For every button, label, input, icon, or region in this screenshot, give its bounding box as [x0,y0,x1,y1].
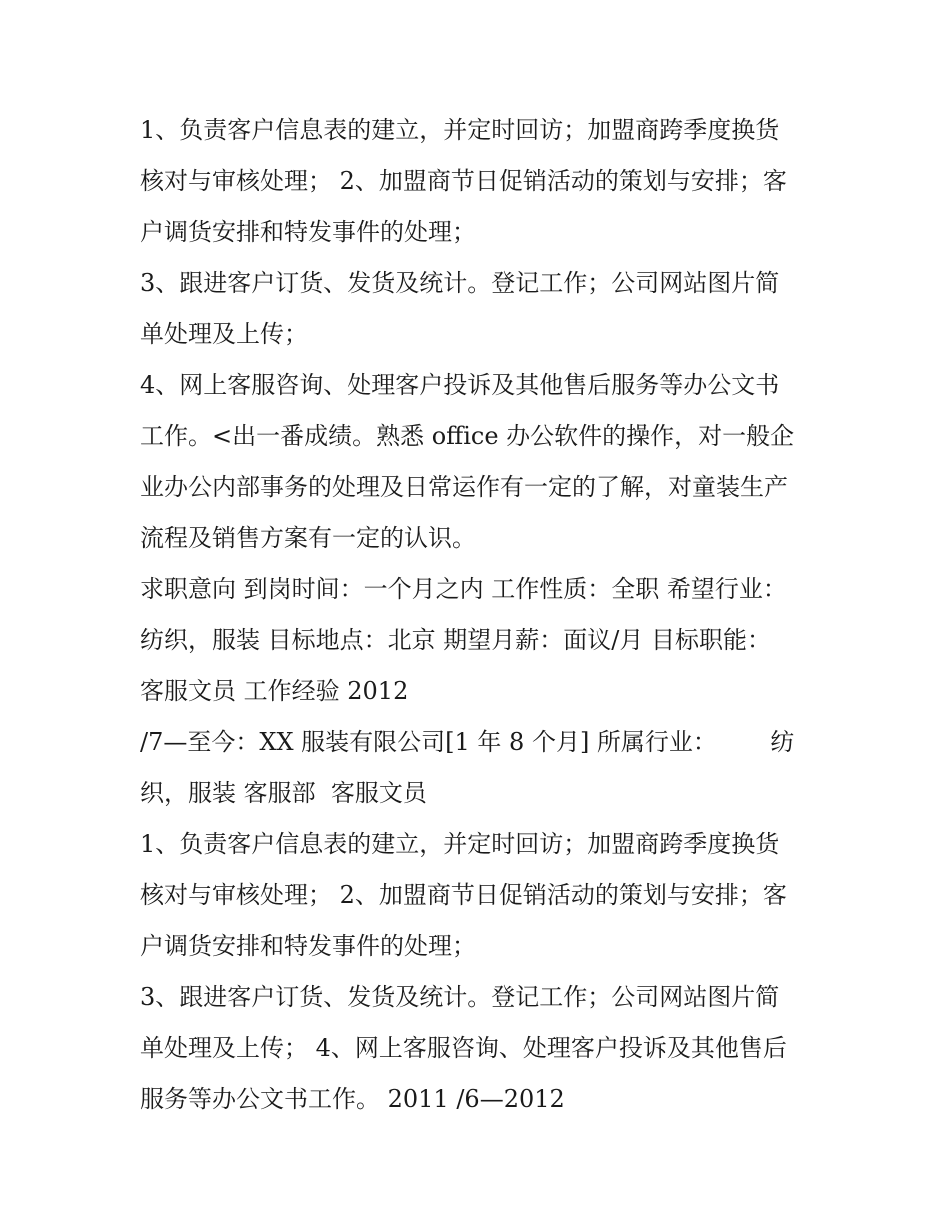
text-line: 流程及销售方案有一定的认识。 [140,524,476,552]
text-line: 求职意向 到岗时间：一个月之内 工作性质：全职 希望行业： [140,575,787,603]
text-line: 纺织，服装 目标地点：北京 期望月薪：面议/月 目标职能： [140,626,771,654]
text-line: 工作。<出一番成绩。熟悉 office 办公软件的操作，对一般企 [140,422,795,450]
text-line: 客服文员 工作经验 2012 [140,677,409,705]
text-line: 1、负责客户信息表的建立，并定时回访；加盟商跨季度换货 [140,116,780,144]
text-line: /7—至今：XX 服装有限公司[1 年 8 个月] 所属行业： 纺 [140,728,795,756]
text-line: 3、跟进客户订货、发货及统计。登记工作；公司网站图片简 [140,983,780,1011]
text-line: 1、负责客户信息表的建立，并定时回访；加盟商跨季度换货 [140,830,780,858]
text-line: 织，服装 客服部 客服文员 [140,779,427,807]
text-line: 核对与审核处理； 2、加盟商节日促销活动的策划与安排；客 [140,881,787,909]
text-line: 4、网上客服咨询、处理客户投诉及其他售后服务等办公文书 [140,371,780,399]
text-line: 单处理及上传； 4、网上客服咨询、处理客户投诉及其他售后 [140,1034,787,1062]
text-line: 服务等办公文书工作。 2011 /6—2012 [140,1085,565,1113]
text-line: 单处理及上传； [140,320,308,348]
text-line: 3、跟进客户订货、发货及统计。登记工作；公司网站图片简 [140,269,780,297]
text-line: 核对与审核处理； 2、加盟商节日促销活动的策划与安排；客 [140,167,787,195]
text-line: 户调货安排和特发事件的处理； [140,932,476,960]
text-line: 户调货安排和特发事件的处理； [140,218,476,246]
text-line: 业办公内部事务的处理及日常运作有一定的了解，对童装生产 [140,473,788,501]
